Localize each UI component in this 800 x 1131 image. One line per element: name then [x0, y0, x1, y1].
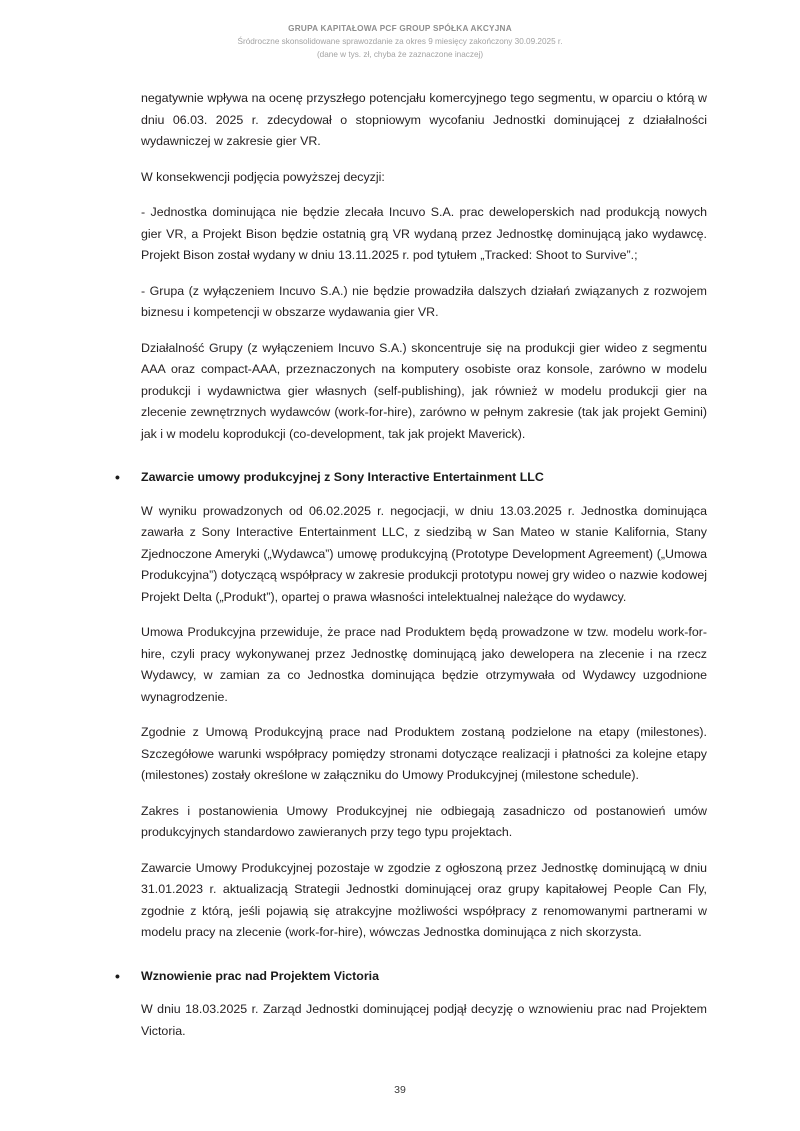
paragraph-vr-decision: negatywnie wpływa na ocenę przyszłego potencjału komercyjnego tego segmentu, w oparciu o którą w dniu 06.03. 2025 r. zdecydował o stopniowym wycofaniu Jednostki dominującej z działalności wydawniczej w zakresie gier VR.: [141, 91, 707, 148]
paragraph-consequence-incuvo: - Jednostka dominująca nie będzie zlecała Incuvo S.A. prac deweloperskich nad produkcją nowych gier VR, a Projekt Bison będzie ostatnią grą VR wydaną przez Jednostkę dominującą jako wydawcę. Projekt Bison został wydany w dniu 13.11.2025 r. pod tytułem „Tracked: Shoot to Survive”.;: [141, 205, 707, 262]
section-victoria-project: [115, 966, 707, 1043]
bullet-heading-sony: [115, 467, 707, 489]
paragraph-group-focus: Działalność Grupy (z wyłączeniem Incuvo S.A.) skoncentruje się na produkcji gier wideo z segmentu AAA oraz compact-AAA, przeznaczonych na komputery osobiste oraz konsole, zarówno w modelu produkcji i wydawnictwa gier własnych (self-publishing), jak również w modelu produkcji gier na zlecenie zewnętrznych wydawców (work-for-hire), zarówno w pełnym zakresie (tak jak projekt Gemini) jak i w modelu koprodukcji (co-development, tak jak projekt Maverick).: [141, 340, 707, 441]
document-header: [95, 22, 705, 61]
bullet-icon: •: [115, 967, 120, 984]
paragraph-sony-strategy-alignment: Zawarcie Umowy Produkcyjnej pozostaje w zgodzie z ogłoszoną przez Jednostkę dominującą w dniu 31.01.2023 r. aktualizacją Strategii Jednostki dominującej oraz grupy kapitałowej People Can Fly, zgodnie z którą, jeśli pojawią się atrakcyjne możliwości współpracy z renomowanymi partnerami w modelu pracy na zlecenie (work-for-hire), wówczas Jednostka dominująca z nich skorzysta.: [141, 860, 707, 939]
paragraph-victoria-resumption: W dniu 18.03.2025 r. Zarząd Jednostki dominującej podjął decyzję o wznowieniu prac nad Projektem Victoria.: [141, 1002, 707, 1038]
page-number: 39: [394, 1084, 406, 1096]
paragraph-consequences-intro: W konsekwencji podjęcia powyższej decyzji:: [141, 169, 385, 184]
bullet-heading-victoria-label: Wznowienie prac nad Projektem Victoria: [141, 968, 380, 983]
paragraph-sony-milestones: Zgodnie z Umową Produkcyjną prace nad Produktem zostaną podzielone na etapy (milestones). Szczegółowe warunki współpracy pomiędzy stronami dotyczące realizacji i płatności za kolejne etapy (milestones) zostały określone w załączniku do Umowy Produkcyjnej (milestone schedule).: [141, 725, 707, 782]
bullet-heading-victoria: [115, 966, 707, 988]
bullet-icon: •: [115, 469, 120, 485]
paragraph-sony-work-for-hire: Umowa Produkcyjna przewiduje, że prace nad Produktem będą prowadzone w tzw. modelu work-for-hire, czyli pracy wykonywanej przez Jednostkę dominującą jako dewelopera na zlecenie i na rzecz Wydawcy, w zamian za co Jednostka dominująca będzie otrzymywała od Wydawcy uzgodnione wynagrodzenie.: [141, 625, 707, 704]
section-sony-agreement: [115, 467, 707, 944]
paragraph-sony-negotiations: W wyniku prowadzonych od 06.02.2025 r. negocjacji, w dniu 13.03.2025 r. Jednostka dominująca zawarła z Sony Interactive Entertainment LLC, z siedzibą w San Mateo w stanie Kalifornia, Stany Zjednoczone Ameryki („Wydawca”) umowę produkcyjną (Prototype Development Agreement) („Umowa Produkcyjna”) dotyczącą współpracy w zakresie produkcji prototypu nowej gry wideo o nazwie kodowej Projekt Delta („Produkt”), opartej o prawa własności intelektualnej należące do wydawcy.: [141, 503, 707, 604]
page-content: [115, 88, 707, 1056]
header-units-note: (dane w tys. zł, chyba że zaznaczone inaczej): [316, 50, 484, 59]
header-company-name: GRUPA KAPITAŁOWA PCF GROUP SPÓŁKA AKCYJNA: [288, 24, 512, 33]
paragraph-sony-standard-terms: Zakres i postanowienia Umowy Produkcyjnej nie odbiegają zasadniczo od postanowień umów produkcyjnych standardowo zawieranych przy tego typu projektach.: [141, 803, 707, 839]
paragraph-consequence-group: - Grupa (z wyłączeniem Incuvo S.A.) nie będzie prowadziła dalszych działań związanych z rozwojem biznesu i kompetencji w obszarze wydawania gier VR.: [141, 283, 707, 319]
header-report-subtitle: Śródroczne skonsolidowane sprawozdanie za okres 9 miesięcy zakończony 30.09.2025 r.: [237, 37, 563, 46]
bullet-heading-sony-label: Zawarcie umowy produkcyjnej z Sony Interactive Entertainment LLC: [141, 470, 544, 484]
